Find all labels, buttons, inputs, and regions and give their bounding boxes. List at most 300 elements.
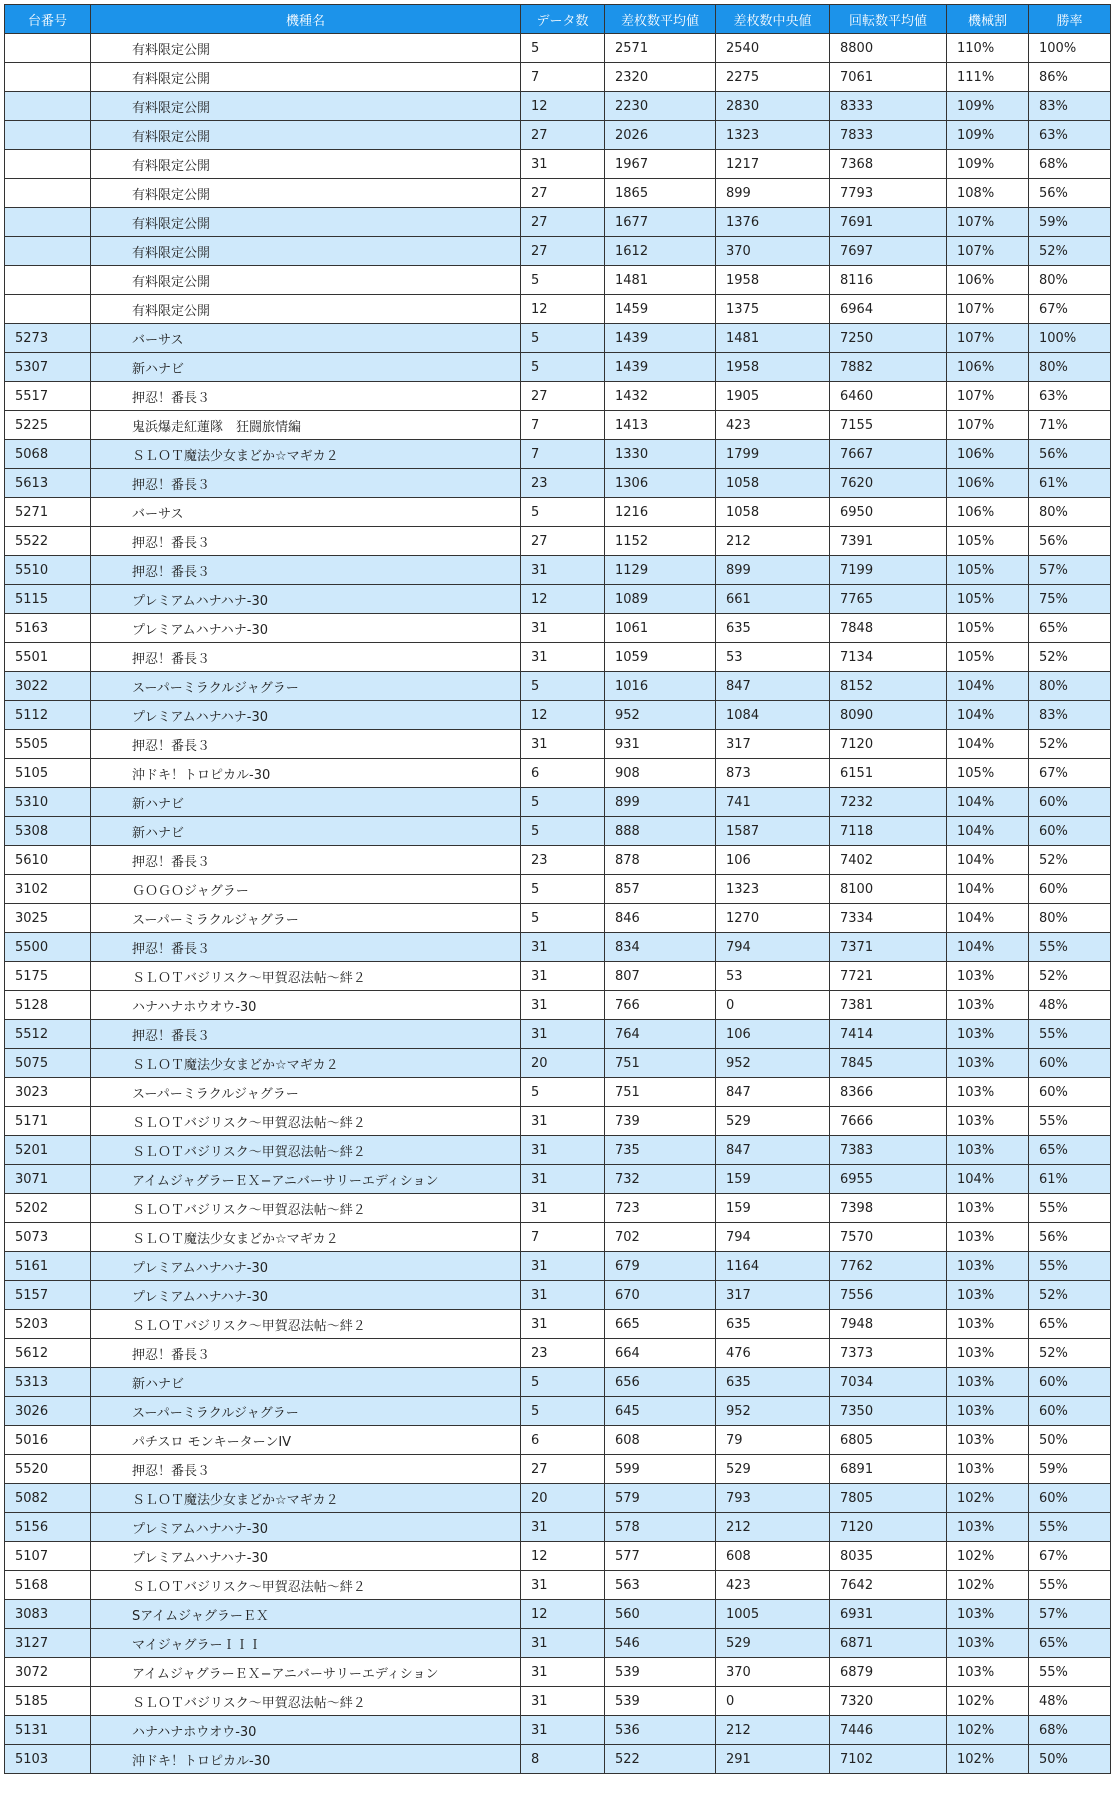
- payout-rate-cell: 102%: [947, 1484, 1029, 1513]
- machine-number-cell: 3083: [5, 1600, 91, 1629]
- machine-number-cell: [5, 295, 91, 324]
- diff-median-cell: 741: [716, 788, 830, 817]
- machine-name-cell: 有料限定公開: [91, 295, 521, 324]
- table-row: [5, 817, 1111, 846]
- diff-median-cell: 793: [716, 1484, 830, 1513]
- payout-rate-cell: 104%: [947, 701, 1029, 730]
- data-count-cell: 27: [521, 237, 605, 266]
- diff-median-cell: 0: [716, 1687, 830, 1716]
- data-count-cell: 31: [521, 1687, 605, 1716]
- machine-number-cell: 5308: [5, 817, 91, 846]
- machine-number-cell: 5613: [5, 469, 91, 498]
- spin-average-cell: 7642: [830, 1571, 947, 1600]
- spin-average-cell: 7134: [830, 643, 947, 672]
- payout-rate-cell: 104%: [947, 672, 1029, 701]
- spin-average-cell: 6931: [830, 1600, 947, 1629]
- table-row: [5, 1368, 1111, 1397]
- spin-average-cell: 6955: [830, 1165, 947, 1194]
- data-count-cell: 31: [521, 1658, 605, 1687]
- data-count-cell: 5: [521, 266, 605, 295]
- payout-rate-cell: 103%: [947, 1107, 1029, 1136]
- machine-name-cell: 押忍！番長３: [91, 643, 521, 672]
- spin-average-cell: 7350: [830, 1397, 947, 1426]
- spin-average-cell: 7118: [830, 817, 947, 846]
- diff-median-cell: 1270: [716, 904, 830, 933]
- spin-average-cell: 7793: [830, 179, 947, 208]
- diff-average-cell: 846: [605, 904, 716, 933]
- spin-average-cell: 6460: [830, 382, 947, 411]
- diff-average-cell: 560: [605, 1600, 716, 1629]
- win-rate-cell: 80%: [1029, 353, 1111, 382]
- data-count-cell: 6: [521, 1426, 605, 1455]
- spin-average-cell: 7402: [830, 846, 947, 875]
- spin-average-cell: 7833: [830, 121, 947, 150]
- table-row: [5, 1020, 1111, 1049]
- diff-average-cell: 2571: [605, 34, 716, 63]
- machine-number-cell: [5, 208, 91, 237]
- header-spin-average[interactable]: 回転数平均値: [830, 5, 947, 34]
- data-count-cell: 31: [521, 1716, 605, 1745]
- diff-average-cell: 1865: [605, 179, 716, 208]
- payout-rate-cell: 109%: [947, 150, 1029, 179]
- machine-number-cell: 5161: [5, 1252, 91, 1281]
- spin-average-cell: 7368: [830, 150, 947, 179]
- win-rate-cell: 65%: [1029, 1310, 1111, 1339]
- machine-name-cell: 有料限定公開: [91, 266, 521, 295]
- machine-number-cell: [5, 92, 91, 121]
- table-row: [5, 672, 1111, 701]
- table-row: [5, 208, 1111, 237]
- machine-number-cell: 5105: [5, 759, 91, 788]
- payout-rate-cell: 103%: [947, 991, 1029, 1020]
- payout-rate-cell: 105%: [947, 527, 1029, 556]
- diff-average-cell: 645: [605, 1397, 716, 1426]
- spin-average-cell: 7373: [830, 1339, 947, 1368]
- machine-name-cell: 鬼浜爆走紅蓮隊 狂闘旅情編: [91, 411, 521, 440]
- diff-median-cell: 529: [716, 1455, 830, 1484]
- diff-average-cell: 664: [605, 1339, 716, 1368]
- win-rate-cell: 52%: [1029, 237, 1111, 266]
- spin-average-cell: 7948: [830, 1310, 947, 1339]
- machine-name-cell: 押忍！番長３: [91, 469, 521, 498]
- spin-average-cell: 7199: [830, 556, 947, 585]
- data-count-cell: 5: [521, 498, 605, 527]
- diff-average-cell: 546: [605, 1629, 716, 1658]
- data-count-cell: 7: [521, 63, 605, 92]
- table-row: [5, 440, 1111, 469]
- win-rate-cell: 68%: [1029, 150, 1111, 179]
- payout-rate-cell: 103%: [947, 1629, 1029, 1658]
- data-count-cell: 31: [521, 730, 605, 759]
- machine-number-cell: [5, 237, 91, 266]
- diff-average-cell: 539: [605, 1658, 716, 1687]
- machine-number-cell: 5082: [5, 1484, 91, 1513]
- data-count-cell: 5: [521, 817, 605, 846]
- diff-median-cell: 1084: [716, 701, 830, 730]
- table-row: [5, 1745, 1111, 1774]
- machine-name-cell: ＧＯＧＯジャグラー: [91, 875, 521, 904]
- machine-name-cell: 有料限定公開: [91, 63, 521, 92]
- table-row: [5, 962, 1111, 991]
- diff-median-cell: 847: [716, 1136, 830, 1165]
- win-rate-cell: 60%: [1029, 788, 1111, 817]
- diff-average-cell: 1152: [605, 527, 716, 556]
- diff-median-cell: 159: [716, 1165, 830, 1194]
- win-rate-cell: 65%: [1029, 614, 1111, 643]
- diff-median-cell: 370: [716, 1658, 830, 1687]
- win-rate-cell: 56%: [1029, 179, 1111, 208]
- payout-rate-cell: 103%: [947, 1281, 1029, 1310]
- diff-average-cell: 1481: [605, 266, 716, 295]
- header-machine-number[interactable]: 台番号: [5, 5, 91, 34]
- machine-number-cell: 5157: [5, 1281, 91, 1310]
- diff-average-cell: 878: [605, 846, 716, 875]
- diff-median-cell: 53: [716, 962, 830, 991]
- data-count-cell: 5: [521, 34, 605, 63]
- table-row: [5, 1571, 1111, 1600]
- data-count-cell: 31: [521, 991, 605, 1020]
- diff-average-cell: 1677: [605, 208, 716, 237]
- data-count-cell: 31: [521, 150, 605, 179]
- table-row: [5, 266, 1111, 295]
- table-row: [5, 904, 1111, 933]
- machine-number-cell: 5612: [5, 1339, 91, 1368]
- machine-name-cell: プレミアムハナハナ-30: [91, 1252, 521, 1281]
- table-row: [5, 1397, 1111, 1426]
- diff-average-cell: 578: [605, 1513, 716, 1542]
- spin-average-cell: 8090: [830, 701, 947, 730]
- data-count-cell: 5: [521, 324, 605, 353]
- machine-name-cell: 有料限定公開: [91, 92, 521, 121]
- diff-average-cell: 670: [605, 1281, 716, 1310]
- diff-median-cell: 794: [716, 933, 830, 962]
- spin-average-cell: 7845: [830, 1049, 947, 1078]
- payout-rate-cell: 103%: [947, 1078, 1029, 1107]
- spin-average-cell: 8035: [830, 1542, 947, 1571]
- machine-number-cell: 5185: [5, 1687, 91, 1716]
- spin-average-cell: 7805: [830, 1484, 947, 1513]
- data-count-cell: 31: [521, 1194, 605, 1223]
- spin-average-cell: 8333: [830, 92, 947, 121]
- machine-name-cell: ハナハナホウオウ-30: [91, 1716, 521, 1745]
- win-rate-cell: 50%: [1029, 1426, 1111, 1455]
- win-rate-cell: 59%: [1029, 1455, 1111, 1484]
- data-count-cell: 7: [521, 440, 605, 469]
- diff-average-cell: 522: [605, 1745, 716, 1774]
- payout-rate-cell: 106%: [947, 498, 1029, 527]
- payout-rate-cell: 106%: [947, 469, 1029, 498]
- machine-name-cell: ＳＬＯＴバジリスク～甲賀忍法帖～絆２: [91, 1310, 521, 1339]
- diff-average-cell: 1967: [605, 150, 716, 179]
- machine-name-cell: プレミアムハナハナ-30: [91, 1281, 521, 1310]
- data-count-cell: 31: [521, 1252, 605, 1281]
- diff-median-cell: 952: [716, 1397, 830, 1426]
- win-rate-cell: 65%: [1029, 1629, 1111, 1658]
- payout-rate-cell: 102%: [947, 1571, 1029, 1600]
- machine-name-cell: プレミアムハナハナ-30: [91, 585, 521, 614]
- win-rate-cell: 80%: [1029, 904, 1111, 933]
- diff-median-cell: 608: [716, 1542, 830, 1571]
- spin-average-cell: 6805: [830, 1426, 947, 1455]
- header-diff-average[interactable]: 差枚数平均値: [605, 5, 716, 34]
- data-count-cell: 5: [521, 788, 605, 817]
- machine-number-cell: 5510: [5, 556, 91, 585]
- win-rate-cell: 60%: [1029, 1368, 1111, 1397]
- spin-average-cell: 7721: [830, 962, 947, 991]
- table-row: [5, 875, 1111, 904]
- payout-rate-cell: 103%: [947, 1223, 1029, 1252]
- table-row: [5, 150, 1111, 179]
- payout-rate-cell: 103%: [947, 1658, 1029, 1687]
- diff-median-cell: 106: [716, 846, 830, 875]
- win-rate-cell: 55%: [1029, 1571, 1111, 1600]
- data-count-cell: 12: [521, 92, 605, 121]
- payout-rate-cell: 107%: [947, 324, 1029, 353]
- table-row: [5, 1426, 1111, 1455]
- header-win-rate[interactable]: 勝率: [1029, 5, 1111, 34]
- spin-average-cell: 7398: [830, 1194, 947, 1223]
- data-count-cell: 31: [521, 643, 605, 672]
- win-rate-cell: 71%: [1029, 411, 1111, 440]
- payout-rate-cell: 107%: [947, 382, 1029, 411]
- diff-average-cell: 536: [605, 1716, 716, 1745]
- diff-average-cell: 2320: [605, 63, 716, 92]
- diff-median-cell: 952: [716, 1049, 830, 1078]
- machine-number-cell: 5310: [5, 788, 91, 817]
- machine-number-cell: 5112: [5, 701, 91, 730]
- spin-average-cell: 8100: [830, 875, 947, 904]
- machine-name-cell: 新ハナビ: [91, 1368, 521, 1397]
- machine-name-cell: 新ハナビ: [91, 788, 521, 817]
- data-count-cell: 31: [521, 1310, 605, 1339]
- machine-number-cell: 5201: [5, 1136, 91, 1165]
- diff-average-cell: 766: [605, 991, 716, 1020]
- diff-average-cell: 857: [605, 875, 716, 904]
- spin-average-cell: 7848: [830, 614, 947, 643]
- data-count-cell: 31: [521, 1281, 605, 1310]
- spin-average-cell: 7381: [830, 991, 947, 1020]
- machine-number-cell: 3023: [5, 1078, 91, 1107]
- diff-median-cell: 1375: [716, 295, 830, 324]
- diff-median-cell: 661: [716, 585, 830, 614]
- payout-rate-cell: 105%: [947, 614, 1029, 643]
- payout-rate-cell: 103%: [947, 1513, 1029, 1542]
- table-row: [5, 1687, 1111, 1716]
- spin-average-cell: 7691: [830, 208, 947, 237]
- win-rate-cell: 60%: [1029, 1078, 1111, 1107]
- win-rate-cell: 60%: [1029, 1484, 1111, 1513]
- diff-median-cell: 873: [716, 759, 830, 788]
- data-count-cell: 20: [521, 1484, 605, 1513]
- header-payout-rate[interactable]: 機械割: [947, 5, 1029, 34]
- win-rate-cell: 65%: [1029, 1136, 1111, 1165]
- table-row: [5, 1281, 1111, 1310]
- win-rate-cell: 67%: [1029, 759, 1111, 788]
- diff-median-cell: 847: [716, 1078, 830, 1107]
- machine-number-cell: 5500: [5, 933, 91, 962]
- table-row: [5, 353, 1111, 382]
- machine-number-cell: 3127: [5, 1629, 91, 1658]
- win-rate-cell: 60%: [1029, 1397, 1111, 1426]
- payout-rate-cell: 103%: [947, 1368, 1029, 1397]
- table-row: [5, 34, 1111, 63]
- payout-rate-cell: 107%: [947, 295, 1029, 324]
- payout-rate-cell: 104%: [947, 904, 1029, 933]
- spin-average-cell: 7120: [830, 1513, 947, 1542]
- machine-name-cell: バーサス: [91, 498, 521, 527]
- diff-median-cell: 1587: [716, 817, 830, 846]
- diff-median-cell: 635: [716, 1310, 830, 1339]
- diff-median-cell: 847: [716, 672, 830, 701]
- table-row: [5, 1658, 1111, 1687]
- data-count-cell: 6: [521, 759, 605, 788]
- spin-average-cell: 7556: [830, 1281, 947, 1310]
- diff-median-cell: 635: [716, 1368, 830, 1397]
- machine-number-cell: 3026: [5, 1397, 91, 1426]
- machine-name-cell: 押忍！番長３: [91, 527, 521, 556]
- spin-average-cell: 6964: [830, 295, 947, 324]
- diff-median-cell: 1958: [716, 266, 830, 295]
- spin-average-cell: 7446: [830, 1716, 947, 1745]
- diff-median-cell: 1799: [716, 440, 830, 469]
- win-rate-cell: 75%: [1029, 585, 1111, 614]
- diff-median-cell: 1958: [716, 353, 830, 382]
- spin-average-cell: 7320: [830, 1687, 947, 1716]
- machine-name-cell: ＳＬＯＴバジリスク～甲賀忍法帖～絆２: [91, 1687, 521, 1716]
- table-row: [5, 1716, 1111, 1745]
- diff-average-cell: 1216: [605, 498, 716, 527]
- machine-name-cell: 有料限定公開: [91, 208, 521, 237]
- table-row: [5, 1542, 1111, 1571]
- table-row: [5, 1513, 1111, 1542]
- diff-average-cell: 599: [605, 1455, 716, 1484]
- machine-name-cell: プレミアムハナハナ-30: [91, 1513, 521, 1542]
- win-rate-cell: 55%: [1029, 1513, 1111, 1542]
- machine-number-cell: 3102: [5, 875, 91, 904]
- header-data-count[interactable]: データ数: [521, 5, 605, 34]
- diff-median-cell: 291: [716, 1745, 830, 1774]
- data-count-cell: 27: [521, 382, 605, 411]
- win-rate-cell: 52%: [1029, 643, 1111, 672]
- win-rate-cell: 80%: [1029, 672, 1111, 701]
- win-rate-cell: 63%: [1029, 121, 1111, 150]
- data-count-cell: 27: [521, 121, 605, 150]
- machine-number-cell: [5, 150, 91, 179]
- machine-name-cell: パチスロ モンキーターンIV: [91, 1426, 521, 1455]
- data-count-cell: 23: [521, 846, 605, 875]
- win-rate-cell: 61%: [1029, 1165, 1111, 1194]
- data-count-cell: 7: [521, 411, 605, 440]
- diff-median-cell: 1323: [716, 875, 830, 904]
- spin-average-cell: 7102: [830, 1745, 947, 1774]
- diff-average-cell: 931: [605, 730, 716, 759]
- data-count-cell: 7: [521, 1223, 605, 1252]
- machine-name-cell: 沖ドキ！トロピカル-30: [91, 1745, 521, 1774]
- win-rate-cell: 63%: [1029, 382, 1111, 411]
- data-count-cell: 12: [521, 585, 605, 614]
- machine-name-cell: ＳＬＯＴバジリスク～甲賀忍法帖～絆２: [91, 962, 521, 991]
- data-count-cell: 5: [521, 353, 605, 382]
- table-row: [5, 788, 1111, 817]
- machine-number-cell: 5520: [5, 1455, 91, 1484]
- spin-average-cell: 8366: [830, 1078, 947, 1107]
- data-count-cell: 31: [521, 1020, 605, 1049]
- win-rate-cell: 83%: [1029, 701, 1111, 730]
- spin-average-cell: 6871: [830, 1629, 947, 1658]
- machine-name-cell: 押忍！番長３: [91, 1020, 521, 1049]
- data-count-cell: 5: [521, 1397, 605, 1426]
- diff-median-cell: 899: [716, 179, 830, 208]
- table-row: [5, 1223, 1111, 1252]
- machine-number-cell: 5610: [5, 846, 91, 875]
- spin-average-cell: 7882: [830, 353, 947, 382]
- payout-rate-cell: 109%: [947, 92, 1029, 121]
- machine-name-cell: 有料限定公開: [91, 34, 521, 63]
- diff-median-cell: 159: [716, 1194, 830, 1223]
- machine-number-cell: 3071: [5, 1165, 91, 1194]
- win-rate-cell: 60%: [1029, 875, 1111, 904]
- win-rate-cell: 55%: [1029, 1194, 1111, 1223]
- machine-name-cell: アイムジャグラーＥＸ−アニバーサリーエディション: [91, 1658, 521, 1687]
- table-row: [5, 527, 1111, 556]
- table-row: [5, 1049, 1111, 1078]
- win-rate-cell: 55%: [1029, 1020, 1111, 1049]
- diff-median-cell: 1323: [716, 121, 830, 150]
- machine-number-cell: [5, 121, 91, 150]
- table-row: [5, 585, 1111, 614]
- diff-median-cell: 529: [716, 1629, 830, 1658]
- data-count-cell: 31: [521, 933, 605, 962]
- machine-name-cell: 押忍！番長３: [91, 382, 521, 411]
- payout-rate-cell: 107%: [947, 237, 1029, 266]
- payout-rate-cell: 107%: [947, 411, 1029, 440]
- machine-name-cell: プレミアムハナハナ-30: [91, 1542, 521, 1571]
- payout-rate-cell: 102%: [947, 1687, 1029, 1716]
- diff-average-cell: 1089: [605, 585, 716, 614]
- table-row: [5, 846, 1111, 875]
- diff-average-cell: 735: [605, 1136, 716, 1165]
- machine-number-cell: 5517: [5, 382, 91, 411]
- header-diff-median[interactable]: 差枚数中央値: [716, 5, 830, 34]
- diff-median-cell: 1376: [716, 208, 830, 237]
- machine-name-cell: ＳＬＯＴバジリスク～甲賀忍法帖～絆２: [91, 1571, 521, 1600]
- table-row: [5, 643, 1111, 672]
- data-count-cell: 5: [521, 875, 605, 904]
- machine-number-cell: [5, 266, 91, 295]
- machine-name-cell: 押忍！番長３: [91, 933, 521, 962]
- table-row: [5, 614, 1111, 643]
- payout-rate-cell: 108%: [947, 179, 1029, 208]
- diff-average-cell: 608: [605, 1426, 716, 1455]
- diff-average-cell: 834: [605, 933, 716, 962]
- spin-average-cell: 7667: [830, 440, 947, 469]
- win-rate-cell: 60%: [1029, 1049, 1111, 1078]
- machine-number-cell: 5522: [5, 527, 91, 556]
- header-machine-name[interactable]: 機種名: [91, 5, 521, 34]
- machine-name-cell: 押忍！番長３: [91, 1455, 521, 1484]
- spin-average-cell: 8800: [830, 34, 947, 63]
- table-row: [5, 730, 1111, 759]
- table-row: [5, 1252, 1111, 1281]
- machine-number-cell: 5016: [5, 1426, 91, 1455]
- win-rate-cell: 55%: [1029, 933, 1111, 962]
- payout-rate-cell: 102%: [947, 1745, 1029, 1774]
- payout-rate-cell: 104%: [947, 730, 1029, 759]
- win-rate-cell: 83%: [1029, 92, 1111, 121]
- diff-median-cell: 794: [716, 1223, 830, 1252]
- diff-average-cell: 1612: [605, 237, 716, 266]
- data-count-cell: 27: [521, 527, 605, 556]
